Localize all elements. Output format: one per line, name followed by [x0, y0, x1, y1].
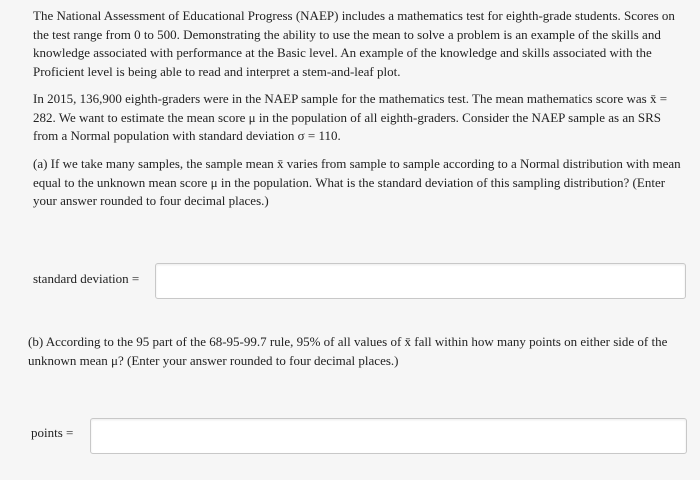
question-b-text: (b) According to the 95 part of the 68‑95‑99.7 rule, 95% of all values of x̄ fall within how many points on either side of the unknown mean μ? (Enter your answer rounded to four decimal places.): [28, 334, 668, 368]
points-input[interactable]: [90, 418, 687, 454]
standard-deviation-input[interactable]: [155, 263, 686, 299]
question-a-text: (a) If we take many samples, the sample mean x̄ varies from sample to sample according to a Normal distribution with mean equal to the unknown mean score μ in the population. What is the standard deviation of this sampling distribution? (Enter your answer rounded to four decimal places.): [33, 156, 681, 208]
intro-paragraph-1: The National Assessment of Educational Progress (NAEP) includes a mathematics test for eighth-grade students. Scores on the test range from 0 to 500. Demonstrating the ability to use the mean to solve a problem is an example of the skills and knowledge associated with performance at the Basic level. An example of the knowledge and skills associated with the Proficient level is being able to read and interpret a stem-and-leaf plot.: [33, 8, 675, 79]
intro-paragraph-2: In 2015, 136,900 eighth-graders were in the NAEP sample for the mathematics test. The mean mathematics score was x̄ = 282. We want to estimate the mean score μ in the population of all eighth-graders. Consider the NAEP sample as an SRS from a Normal population with standard deviation σ = 110.: [33, 91, 668, 143]
points-label: points =: [31, 425, 74, 440]
standard-deviation-label: standard deviation =: [33, 271, 140, 286]
